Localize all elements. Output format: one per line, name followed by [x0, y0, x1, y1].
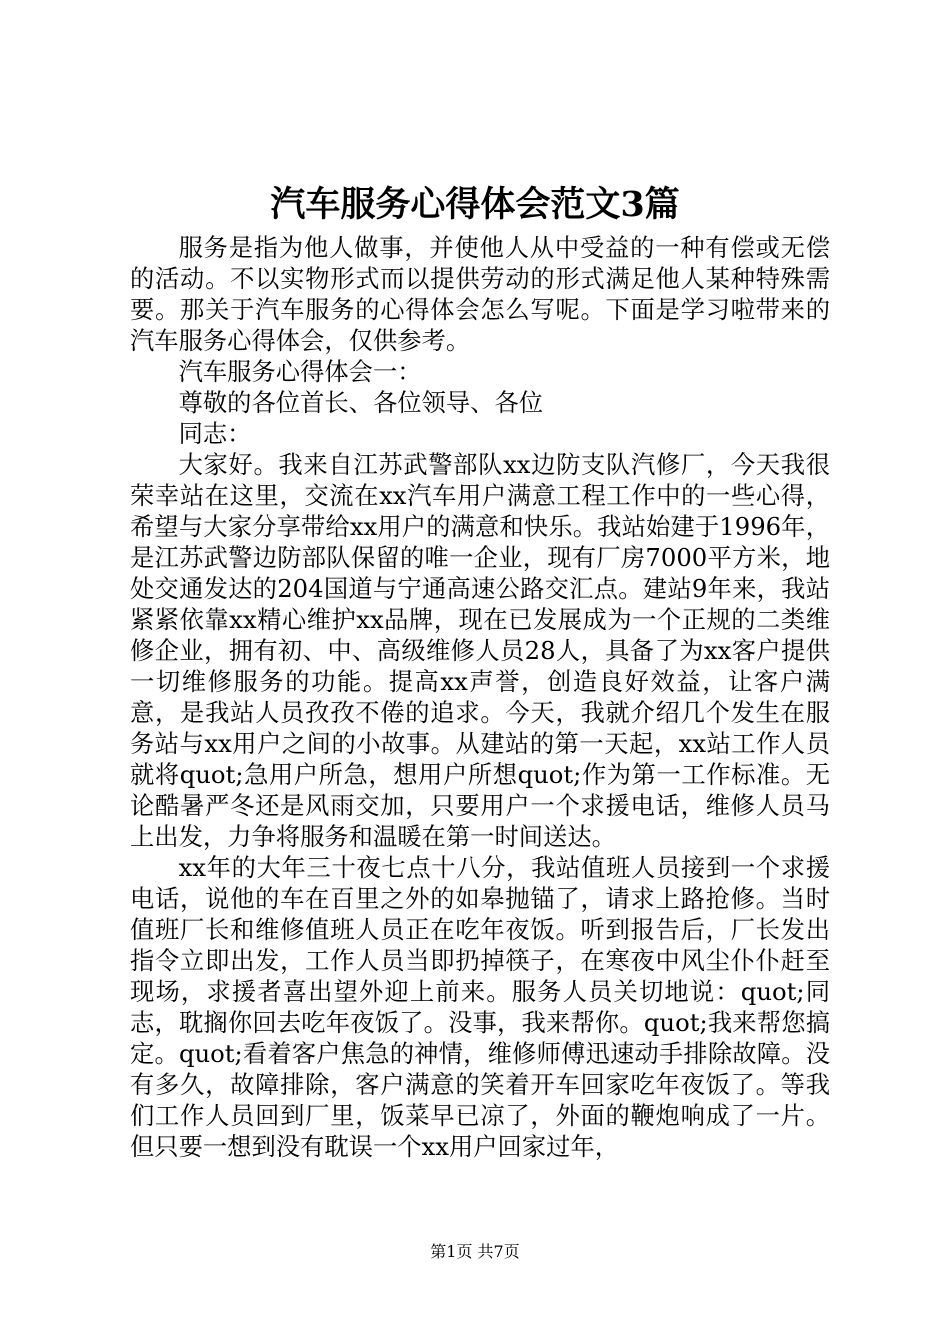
salutation-line: 同志： — [178, 419, 252, 448]
document-body — [130, 232, 830, 1162]
section-heading: 汽车服务心得体会一： — [178, 357, 422, 386]
salutation-line: 尊敬的各位首长、各位领导、各位 — [178, 388, 544, 417]
intro-paragraph: 服务是指为他人做事，并使他人从中受益的一种有偿或无偿的活动。不以实物形式而以提供劳动的形式满足他人某种特殊需要。那关于汽车服务的心得体会怎么写呢。下面是学习啦带来的汽车服务心得体会，仅供参考。 — [130, 233, 830, 355]
document-title: 汽车服务心得体会范文3篇 — [270, 184, 680, 225]
body-paragraph: xx年的大年三十夜七点十八分，我站值班人员接到一个求援电话，说他的车在百里之外的如皋抛锚了，请求上路抢修。当时值班厂长和维修值班人员正在吃年夜饭。听到报告后，厂长发出指令立即出发，工作人员当即扔掉筷子，在寒夜中风尘仆仆赶至现场，求援者喜出望外迎上前来。服务人员关切地说：quot;同志，耽搁你回去吃年夜饭了。没事，我来帮你。quot;我来帮您搞定。quot;看着客户焦急的神情，维修师傅迅速动手排除故障。没有多久，故障排除，客户满意的笑着开车回家吃年夜饭了。等我们工作人员回到厂里，饭菜早已凉了，外面的鞭炮响成了一片。但只要一想到没有耽误一个xx用户回家过年， — [130, 853, 830, 1161]
page-number-footer: 第1页 共7页 — [430, 1242, 520, 1261]
body-paragraph: 大家好。我来自江苏武警部队xx边防支队汽修厂，今天我很荣幸站在这里，交流在xx汽车用户满意工程工作中的一些心得，希望与大家分享带给xx用户的满意和快乐。我站始建于1996年，是江苏武警边防部队保留的唯一企业，现有厂房7000平方米，地处交通发达的204国道与宁通高速公路交汇点。建站9年来，我站紧紧依靠xx精心维护xx品牌，现在已发展成为一个正规的二类维修企业，拥有初、中、高级维修人员28人，具备了为xx客户提供一切维修服务的功能。提高xx声誉，创造良好效益，让客户满意，是我站人员孜孜不倦的追求。今天，我就介绍几个发生在服务站与xx用户之间的小故事。从建站的第一天起，xx站工作人员就将quot;急用户所急，想用户所想quot;作为第一工作标准。无论酷暑严冬还是风雨交加，只要用户一个求援电话，维修人员马上出发，力争将服务和温暖在第一时间送达。 — [130, 450, 830, 851]
